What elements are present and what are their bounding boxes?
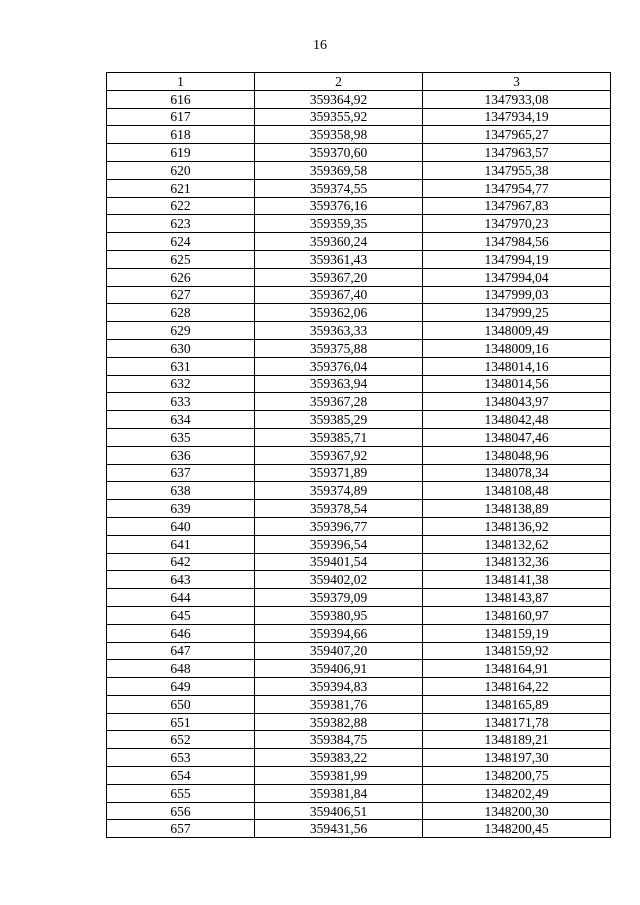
point-number-cell: 647 — [107, 642, 255, 660]
y-coordinate-cell: 1347994,19 — [423, 250, 611, 268]
y-coordinate-cell: 1348078,34 — [423, 464, 611, 482]
y-coordinate-cell: 1348132,62 — [423, 535, 611, 553]
x-coordinate-cell: 359371,89 — [255, 464, 423, 482]
table-row — [107, 304, 611, 322]
table-row — [107, 624, 611, 642]
table-row — [107, 589, 611, 607]
y-coordinate-cell: 1348009,49 — [423, 322, 611, 340]
x-coordinate-cell: 359358,98 — [255, 126, 423, 144]
point-number-cell: 648 — [107, 660, 255, 678]
point-number-cell: 656 — [107, 802, 255, 820]
table-row — [107, 233, 611, 251]
point-number-cell: 640 — [107, 517, 255, 535]
x-coordinate-cell: 359375,88 — [255, 339, 423, 357]
y-coordinate-cell: 1348189,21 — [423, 731, 611, 749]
y-coordinate-cell: 1347963,57 — [423, 144, 611, 162]
x-coordinate-cell: 359379,09 — [255, 589, 423, 607]
table-row — [107, 767, 611, 785]
point-number-cell: 649 — [107, 678, 255, 696]
table-row — [107, 553, 611, 571]
table-row — [107, 802, 611, 820]
x-coordinate-cell: 359361,43 — [255, 250, 423, 268]
y-coordinate-cell: 1347994,04 — [423, 268, 611, 286]
y-coordinate-cell: 1347984,56 — [423, 233, 611, 251]
table-row — [107, 197, 611, 215]
x-coordinate-cell: 359370,60 — [255, 144, 423, 162]
y-coordinate-cell: 1347933,08 — [423, 90, 611, 108]
point-number-cell: 643 — [107, 571, 255, 589]
x-coordinate-cell: 359380,95 — [255, 606, 423, 624]
point-number-cell: 621 — [107, 179, 255, 197]
point-number-cell: 657 — [107, 820, 255, 838]
table-row — [107, 108, 611, 126]
x-coordinate-cell: 359406,91 — [255, 660, 423, 678]
table-row — [107, 161, 611, 179]
table-row — [107, 678, 611, 696]
x-coordinate-cell: 359374,89 — [255, 482, 423, 500]
y-coordinate-cell: 1348159,92 — [423, 642, 611, 660]
table-row — [107, 339, 611, 357]
point-number-cell: 620 — [107, 161, 255, 179]
x-coordinate-cell: 359362,06 — [255, 304, 423, 322]
page-number: 16 — [313, 38, 327, 53]
table-row — [107, 215, 611, 233]
table-row — [107, 144, 611, 162]
y-coordinate-cell: 1348200,75 — [423, 767, 611, 785]
x-coordinate-cell: 359385,29 — [255, 411, 423, 429]
table-row — [107, 393, 611, 411]
table-body — [107, 90, 611, 837]
point-number-cell: 634 — [107, 411, 255, 429]
x-coordinate-cell: 359406,51 — [255, 802, 423, 820]
y-coordinate-cell: 1348171,78 — [423, 713, 611, 731]
x-coordinate-cell: 359402,02 — [255, 571, 423, 589]
point-number-cell: 626 — [107, 268, 255, 286]
table-row — [107, 357, 611, 375]
table-row — [107, 731, 611, 749]
x-coordinate-cell: 359374,55 — [255, 179, 423, 197]
x-coordinate-cell: 359382,88 — [255, 713, 423, 731]
x-coordinate-cell: 359396,77 — [255, 517, 423, 535]
x-coordinate-cell: 359359,35 — [255, 215, 423, 233]
x-coordinate-cell: 359385,71 — [255, 428, 423, 446]
table-row — [107, 428, 611, 446]
y-coordinate-cell: 1348164,91 — [423, 660, 611, 678]
point-number-cell: 635 — [107, 428, 255, 446]
point-number-cell: 637 — [107, 464, 255, 482]
table-row — [107, 464, 611, 482]
table-row — [107, 660, 611, 678]
y-coordinate-cell: 1348200,30 — [423, 802, 611, 820]
x-coordinate-cell: 359381,99 — [255, 767, 423, 785]
x-coordinate-cell: 359381,76 — [255, 695, 423, 713]
y-coordinate-cell: 1348014,16 — [423, 357, 611, 375]
point-number-cell: 636 — [107, 446, 255, 464]
point-number-cell: 627 — [107, 286, 255, 304]
point-number-cell: 644 — [107, 589, 255, 607]
y-coordinate-cell: 1347999,03 — [423, 286, 611, 304]
y-coordinate-cell: 1348143,87 — [423, 589, 611, 607]
point-number-cell: 653 — [107, 749, 255, 767]
y-coordinate-cell: 1348165,89 — [423, 695, 611, 713]
x-coordinate-cell: 359367,28 — [255, 393, 423, 411]
table-row — [107, 517, 611, 535]
y-coordinate-cell: 1348200,45 — [423, 820, 611, 838]
x-coordinate-cell: 359363,94 — [255, 375, 423, 393]
point-number-cell: 641 — [107, 535, 255, 553]
point-number-cell: 631 — [107, 357, 255, 375]
table-row — [107, 606, 611, 624]
y-coordinate-cell: 1348047,46 — [423, 428, 611, 446]
y-coordinate-cell: 1347954,77 — [423, 179, 611, 197]
point-number-cell: 629 — [107, 322, 255, 340]
point-number-cell: 655 — [107, 784, 255, 802]
x-coordinate-cell: 359364,92 — [255, 90, 423, 108]
y-coordinate-cell: 1347967,83 — [423, 197, 611, 215]
x-coordinate-cell: 359376,04 — [255, 357, 423, 375]
point-number-cell: 617 — [107, 108, 255, 126]
table-row — [107, 820, 611, 838]
y-coordinate-cell: 1348132,36 — [423, 553, 611, 571]
x-coordinate-cell: 359401,54 — [255, 553, 423, 571]
y-coordinate-cell: 1348136,92 — [423, 517, 611, 535]
point-number-cell: 639 — [107, 500, 255, 518]
x-coordinate-cell: 359367,40 — [255, 286, 423, 304]
y-coordinate-cell: 1347970,23 — [423, 215, 611, 233]
y-coordinate-cell: 1347955,38 — [423, 161, 611, 179]
table-row — [107, 268, 611, 286]
table-row — [107, 322, 611, 340]
x-coordinate-cell: 359394,83 — [255, 678, 423, 696]
point-number-cell: 654 — [107, 767, 255, 785]
point-number-cell: 646 — [107, 624, 255, 642]
x-coordinate-cell: 359355,92 — [255, 108, 423, 126]
point-number-cell: 630 — [107, 339, 255, 357]
point-number-cell: 652 — [107, 731, 255, 749]
table-row — [107, 126, 611, 144]
column-header-2: 2 — [255, 73, 423, 91]
x-coordinate-cell: 359378,54 — [255, 500, 423, 518]
table-row — [107, 375, 611, 393]
table-row — [107, 482, 611, 500]
y-coordinate-cell: 1348009,16 — [423, 339, 611, 357]
table-row — [107, 749, 611, 767]
point-number-cell: 638 — [107, 482, 255, 500]
y-coordinate-cell: 1348138,89 — [423, 500, 611, 518]
table-row — [107, 695, 611, 713]
x-coordinate-cell: 359394,66 — [255, 624, 423, 642]
point-number-cell: 616 — [107, 90, 255, 108]
x-coordinate-cell: 359367,92 — [255, 446, 423, 464]
y-coordinate-cell: 1347965,27 — [423, 126, 611, 144]
x-coordinate-cell: 359384,75 — [255, 731, 423, 749]
x-coordinate-cell: 359396,54 — [255, 535, 423, 553]
point-number-cell: 619 — [107, 144, 255, 162]
table-row — [107, 713, 611, 731]
table-row — [107, 500, 611, 518]
y-coordinate-cell: 1348042,48 — [423, 411, 611, 429]
x-coordinate-cell: 359369,58 — [255, 161, 423, 179]
x-coordinate-cell: 359360,24 — [255, 233, 423, 251]
y-coordinate-cell: 1347999,25 — [423, 304, 611, 322]
table-row — [107, 179, 611, 197]
point-number-cell: 645 — [107, 606, 255, 624]
point-number-cell: 642 — [107, 553, 255, 571]
point-number-cell: 632 — [107, 375, 255, 393]
x-coordinate-cell: 359381,84 — [255, 784, 423, 802]
y-coordinate-cell: 1348160,97 — [423, 606, 611, 624]
table-row — [107, 286, 611, 304]
table-row — [107, 411, 611, 429]
table-header-row — [107, 73, 611, 91]
y-coordinate-cell: 1348108,48 — [423, 482, 611, 500]
point-number-cell: 650 — [107, 695, 255, 713]
x-coordinate-cell: 359376,16 — [255, 197, 423, 215]
y-coordinate-cell: 1348164,22 — [423, 678, 611, 696]
table-row — [107, 90, 611, 108]
y-coordinate-cell: 1348043,97 — [423, 393, 611, 411]
y-coordinate-cell: 1348141,38 — [423, 571, 611, 589]
point-number-cell: 633 — [107, 393, 255, 411]
table-row — [107, 446, 611, 464]
point-number-cell: 623 — [107, 215, 255, 233]
table-row — [107, 535, 611, 553]
x-coordinate-cell: 359367,20 — [255, 268, 423, 286]
table-row — [107, 250, 611, 268]
table-row — [107, 784, 611, 802]
y-coordinate-cell: 1348197,30 — [423, 749, 611, 767]
table-row — [107, 571, 611, 589]
x-coordinate-cell: 359431,56 — [255, 820, 423, 838]
column-header-3: 3 — [423, 73, 611, 91]
table-row — [107, 642, 611, 660]
y-coordinate-cell: 1348048,96 — [423, 446, 611, 464]
y-coordinate-cell: 1348202,49 — [423, 784, 611, 802]
y-coordinate-cell: 1348159,19 — [423, 624, 611, 642]
point-number-cell: 628 — [107, 304, 255, 322]
point-number-cell: 622 — [107, 197, 255, 215]
x-coordinate-cell: 359407,20 — [255, 642, 423, 660]
y-coordinate-cell: 1348014,56 — [423, 375, 611, 393]
point-number-cell: 618 — [107, 126, 255, 144]
coordinates-table — [106, 72, 611, 838]
y-coordinate-cell: 1347934,19 — [423, 108, 611, 126]
x-coordinate-cell: 359383,22 — [255, 749, 423, 767]
point-number-cell: 625 — [107, 250, 255, 268]
x-coordinate-cell: 359363,33 — [255, 322, 423, 340]
point-number-cell: 624 — [107, 233, 255, 251]
point-number-cell: 651 — [107, 713, 255, 731]
column-header-1: 1 — [107, 73, 255, 91]
